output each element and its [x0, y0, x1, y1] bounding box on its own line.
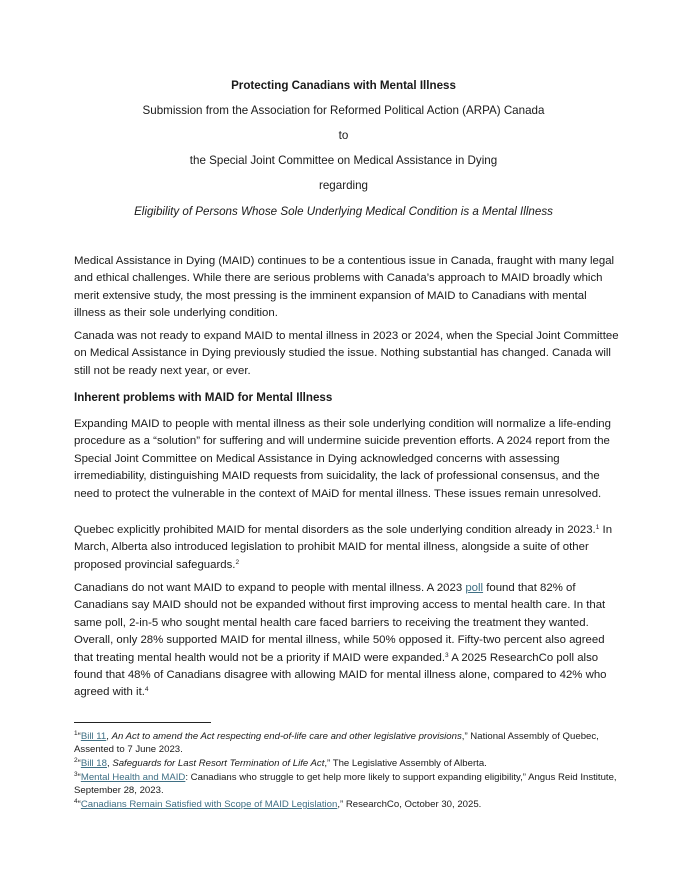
footnote-source: ,” The Legislative Assembly of Alberta. [324, 758, 487, 769]
section-heading: Inherent problems with MAID for Mental Illness [74, 391, 333, 404]
bill-11-link[interactable]: Bill 11 [80, 731, 107, 742]
poll-link[interactable]: poll [465, 582, 484, 594]
paragraph-polling [74, 580, 619, 702]
to-line: to [338, 129, 349, 142]
footnote-number: 1 [74, 730, 78, 737]
footnote-source: ,” ResearchCo, October 30, 2025. [337, 799, 482, 810]
footnote-2 [74, 757, 619, 770]
footnote-4 [74, 798, 619, 811]
footnote-ref-2[interactable]: 2 [235, 558, 240, 566]
quote-mark: “ [77, 799, 81, 810]
paragraph-inherent-problems: Expanding MAID to people with mental illness as their sole underlying condition will normalize a life-ending procedure as a “solution” for suffering and will undermine suicide prevention efforts. A 2024 report from the Special Joint Committee on Medical Assistance in Dying acknowledged concerns with assessing irremediability, distinguishing MAID requests from suicidality, the lack of professional consensus, and the need to protect the vulnerable in the context of MAiD for mental illness. These issues remain unresolved. [74, 418, 611, 500]
polling-text-2: found that 82% of Canadians say MAID should not be expanded without first improving access to mental health care. In that same poll, 2-in-5 who sought mental health care faced barriers to receiving the treatment they wanted. Overall, only 28% supported MAID for mental illness, while 50% opposed it. Fifty-two percent also agreed that treating mental health would not be a priority if MAID were expanded. [74, 582, 606, 664]
quote-mark: “ [77, 772, 81, 783]
footnote-ref-4[interactable]: 4 [144, 686, 149, 694]
footnote-ref-3[interactable]: 3 [445, 651, 449, 659]
footnote-ref-1[interactable]: 1 [595, 524, 600, 531]
footnote-source: ,” National Assembly of Quebec, Assented to 7 June 2023. [74, 731, 599, 756]
regarding-line: regarding [319, 179, 368, 192]
provinces-text-1: Quebec explicitly prohibited MAID for mental disorders as the sole underlying condition already in 2023. [74, 524, 596, 536]
separator: , [106, 758, 113, 769]
provinces-text-2: In March, Alberta also introduced legislation to prohibit MAID for mental illness, alongside a suite of other proposed provincial safeguards. [74, 524, 613, 571]
paragraph-intro: Medical Assistance in Dying (MAID) continues to be a contentious issue in Canada, fraught with many legal and ethical challenges. While there are serious problems with Canada’s approach to MAID broadly which merit extensive study, the most pressing is the imminent expansion of MAID to Canadians with mental illness as their sole underlying condition. [74, 255, 615, 320]
footnote-1 [74, 730, 619, 757]
paragraph-not-ready: Canada was not ready to expand MAID to mental illness in 2023 or 2024, when the Special Joint Committee on Medical Assistance in Dying previously studied the issue. Nothing substantial has changed. Canada will still not be ready next year, or ever. [74, 330, 619, 377]
quote-mark: “ [77, 731, 81, 742]
polling-text-1: Canadians do not want MAID to expand to people with mental illness. A 2023 [74, 582, 466, 594]
submission-line: Submission from the Association for Reformed Political Action (ARPA) Canada [142, 104, 545, 117]
footnote-3 [74, 771, 619, 798]
subject-line: Eligibility of Persons Whose Sole Underlying Medical Condition is a Mental Illness [134, 205, 553, 218]
paragraph-provinces [74, 522, 619, 574]
committee-line: the Special Joint Committee on Medical Assistance in Dying [189, 154, 498, 167]
footnote-act-title: An Act to amend the Act respecting end-of-life care and other legislative provisions [111, 731, 462, 742]
footnote-divider [74, 722, 211, 723]
quote-mark: “ [77, 758, 81, 769]
footnote-number: 4 [74, 798, 78, 805]
researchco-link[interactable]: Canadians Remain Satisfied with Scope of MAID Legislation [80, 799, 338, 810]
polling-text-3: A 2025 ResearchCo poll also found that 48% of Canadians disagree with allowing MAID for mental illness alone, compared to 42% who agreed with it. [74, 651, 607, 699]
footnote-number: 2 [74, 757, 78, 764]
footnote-number: 3 [74, 771, 78, 778]
footnote-source: : Canadians who struggle to get help more likely to support expanding eligibility,” Angus Reid Institute, September 28, 2023. [74, 772, 617, 797]
bill-18-link[interactable]: Bill 18 [80, 758, 107, 769]
separator: , [106, 731, 112, 742]
mental-health-maid-link[interactable]: Mental Health and MAID [80, 772, 186, 783]
footnote-act-title: Safeguards for Last Resort Termination of Life Act [112, 758, 325, 769]
document-title: Protecting Canadians with Mental Illness [231, 79, 456, 92]
